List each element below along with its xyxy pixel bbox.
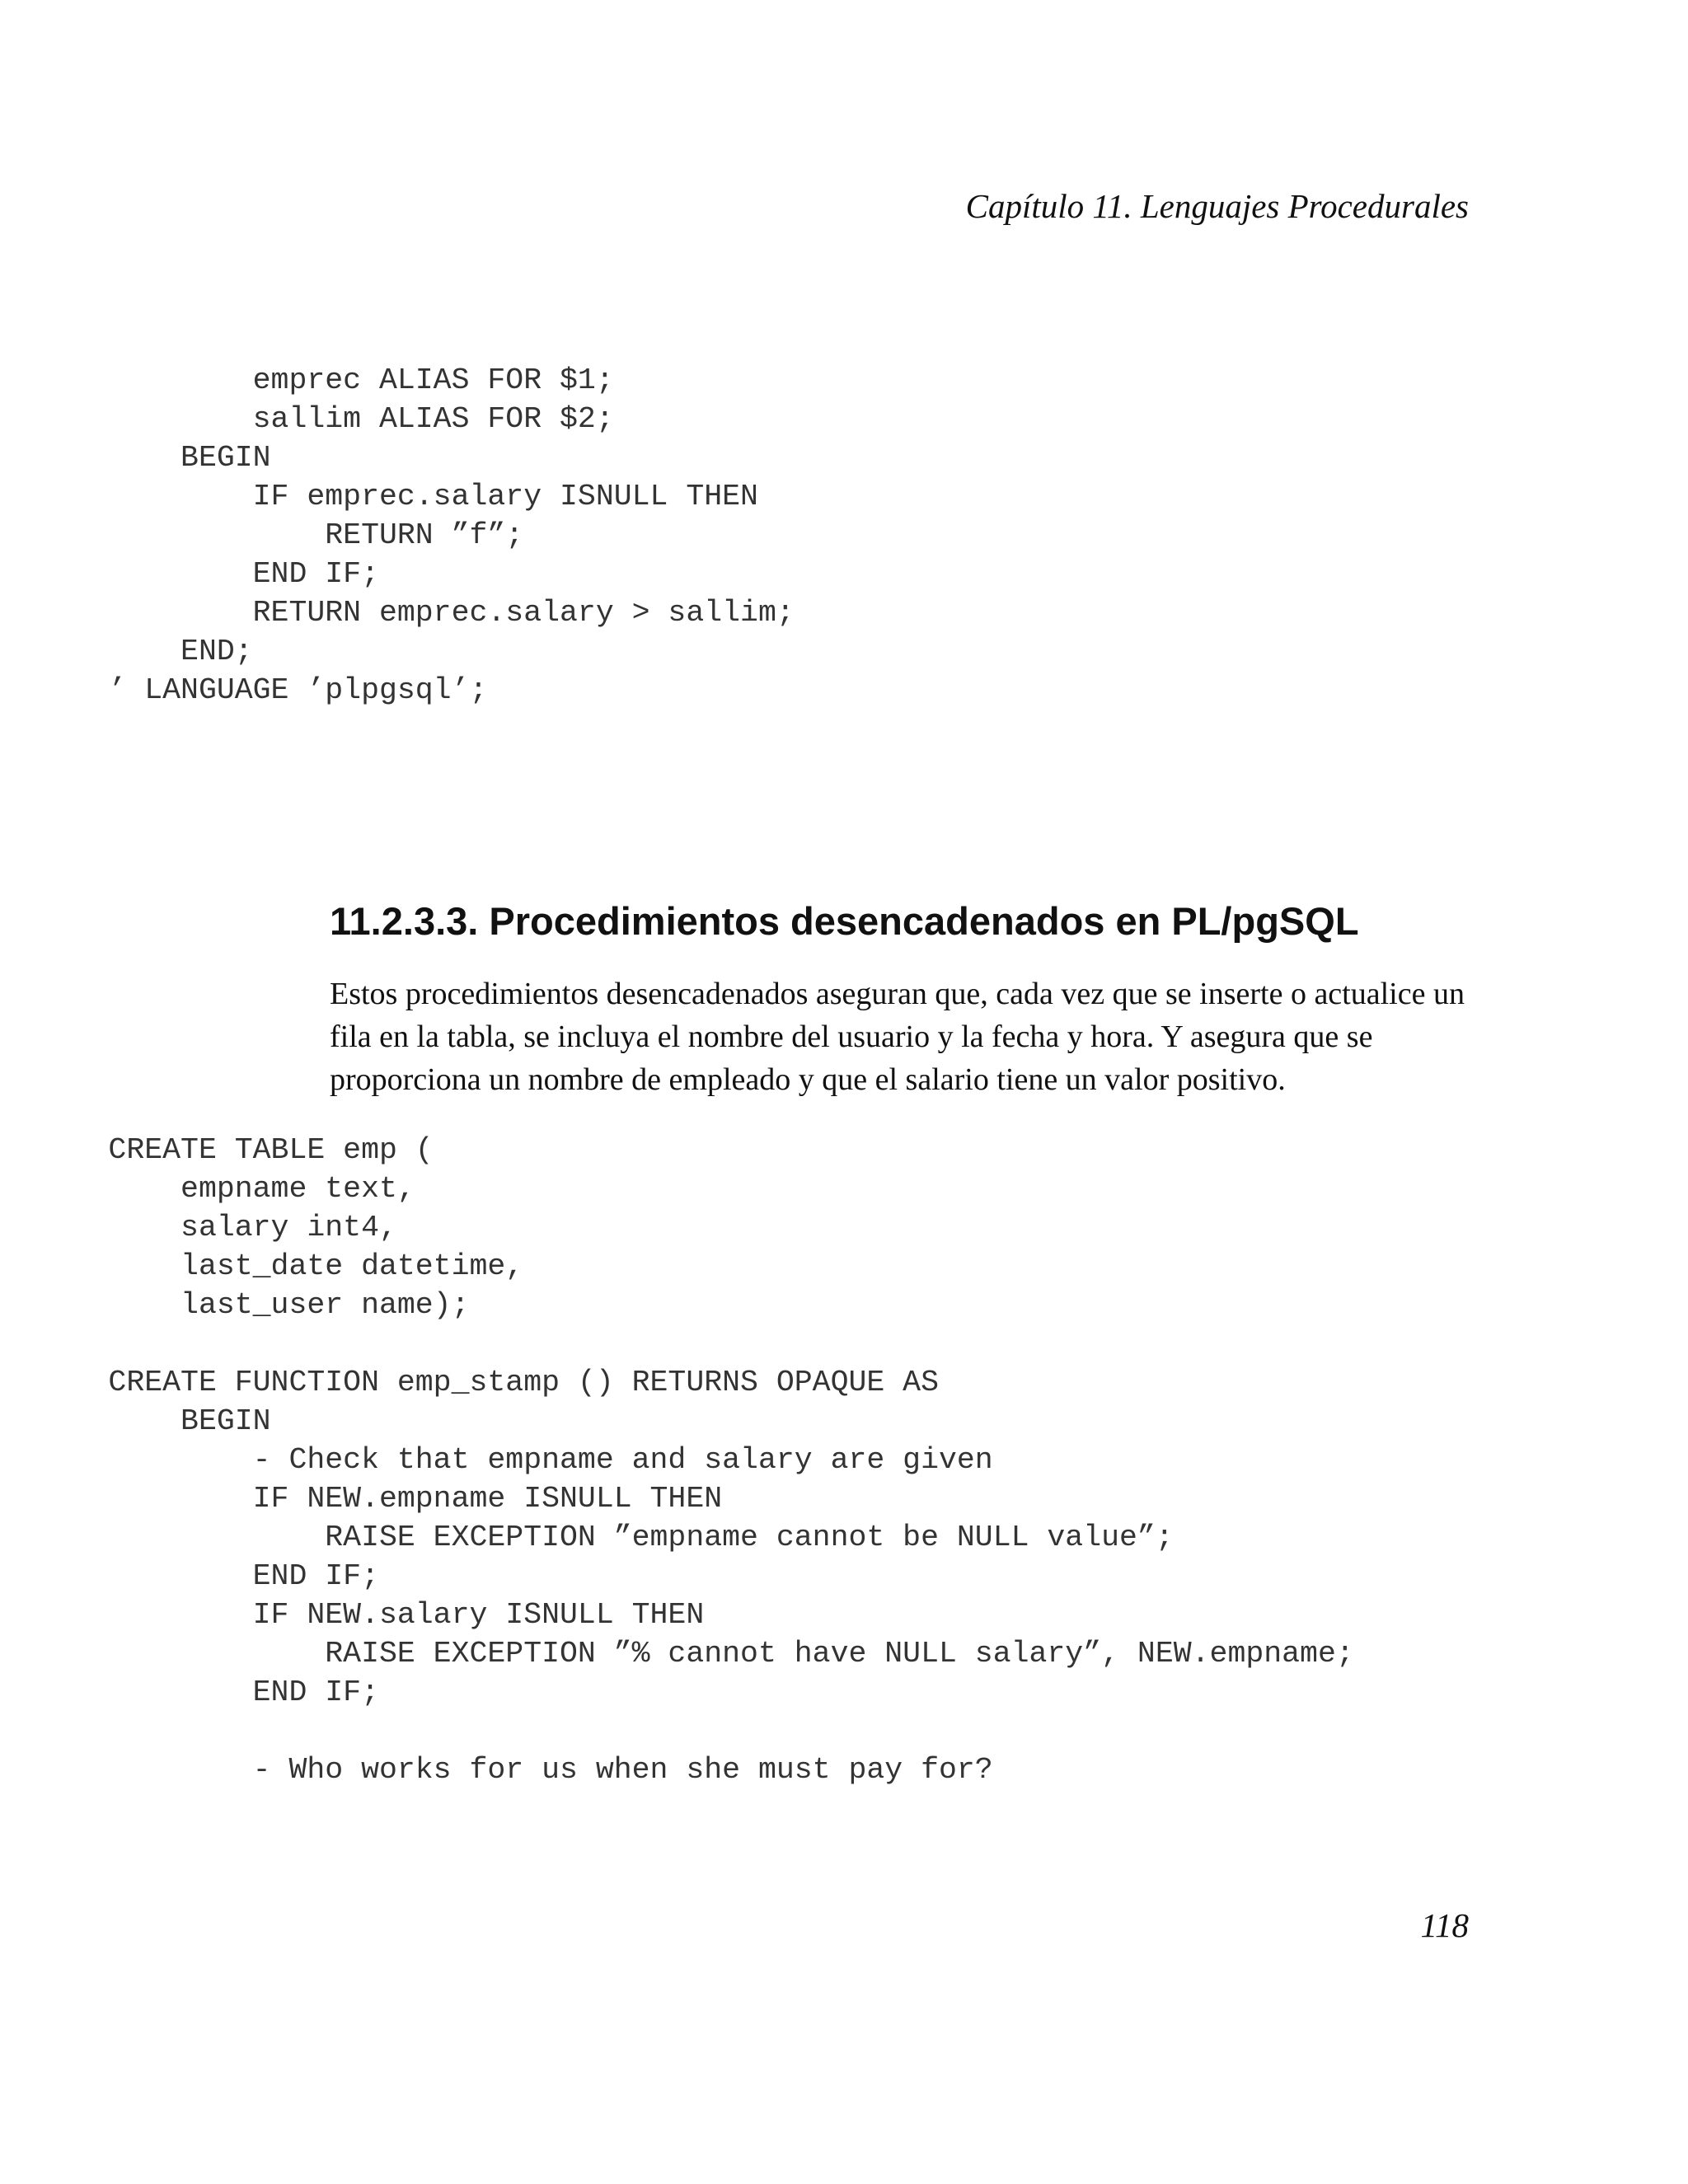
body-paragraph: Estos procedimientos desencadenados aseguran que, cada vez que se inserte o actualice un fila en la tabla, se incluya el nombre del usuario y la fecha y hora. Y asegura que se proporciona un nombre de empleado y que el salario tiene un valor positivo. [330, 977, 1465, 1097]
section-heading: 11.2.3.3. Procedimientos desencadenados en PL/pgSQL [330, 899, 1359, 943]
running-header: Capítulo 11. Lenguajes Procedurales [965, 187, 1469, 225]
code-block-function-body: emprec ALIAS FOR $1; sallim ALIAS FOR $2; BEGIN IF emprec.salary ISNULL THEN RETURN ”f”; END IF; RETURN emprec.salary > sallim; END; ’ LANGUAGE ’plpgsql’; [108, 363, 795, 707]
page-number: 118 [1420, 1906, 1469, 1944]
code-block-trigger-example: CREATE TABLE emp ( empname text, salary int4, last_date datetime, last_user name); CREATE FUNCTION emp_stamp () RETURNS OPAQUE AS BEGIN - Check that empname and salary are given IF NEW.empname ISNULL THEN RAISE EXCEPTION ”empname cannot be NULL value”; END IF; IF NEW.salary ISNULL THEN RAISE EXCEPTION ”% cannot have NULL salary”, NEW.empname; END IF; - Who works for us when she must pay for? [108, 1133, 1354, 1787]
